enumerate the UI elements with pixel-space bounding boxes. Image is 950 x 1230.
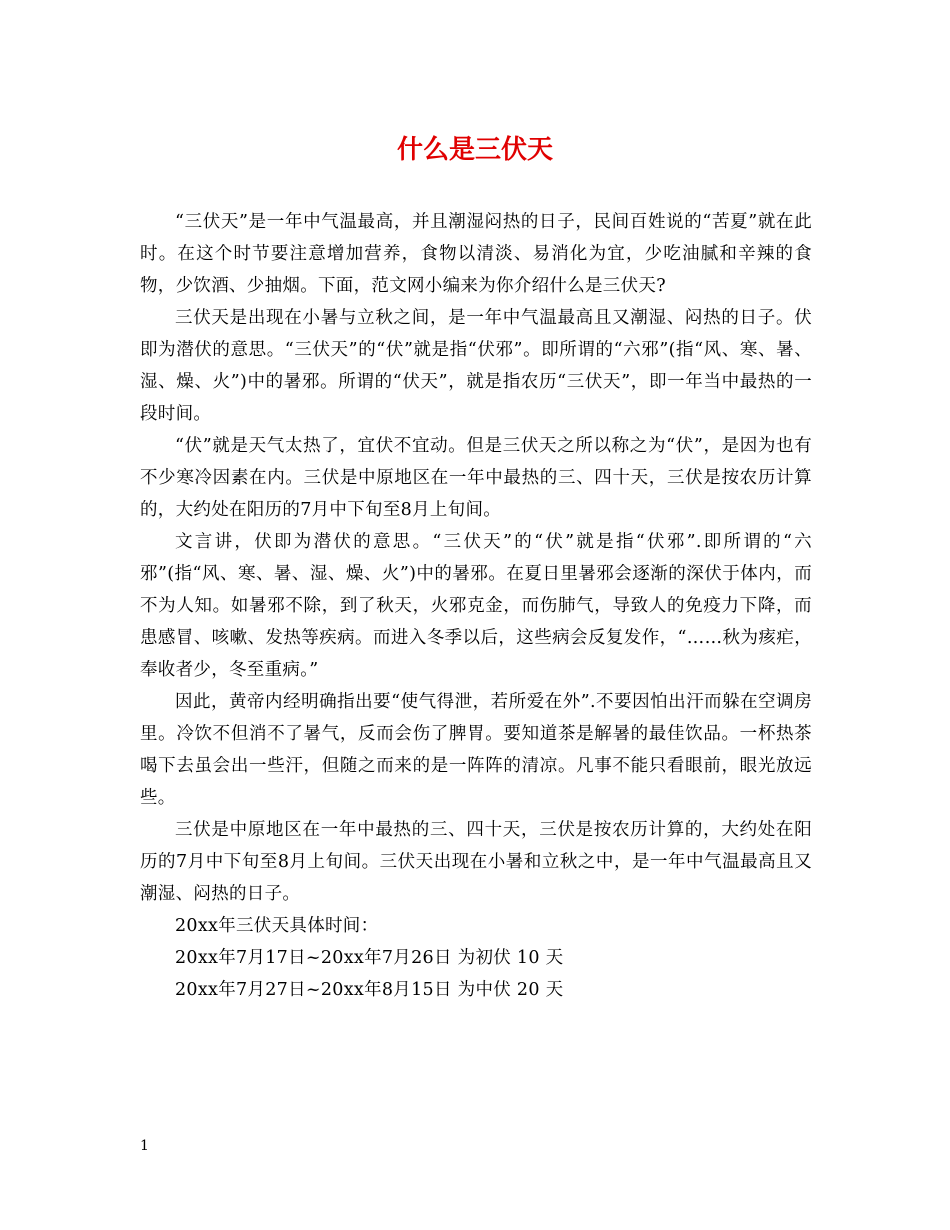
paragraph: 三伏天是出现在小暑与立秋之间，是一年中气温最高且又潮湿、闷热的日子。伏即为潜伏的意思。“三伏天”的“伏”就是指“伏邪”。即所谓的“六邪”(指“风、寒、暑、湿、燥、火”)中的暑邪。所谓的“伏天”，就是指农历“三伏天”，即一年当中最热的一段时间。 xyxy=(140,308,812,424)
paragraph: 文言讲，伏即为潜伏的意思。“三伏天”的“伏”就是指“伏邪”.即所谓的“六邪”(指“风、寒、暑、湿、燥、火”)中的暑邪。在夏日里暑邪会逐渐的深伏于体内，而不为人知。如暑邪不除，到了秋天，火邪克金，而伤肺气，导致人的免疫力下降，而患感冒、咳嗽、发热等疾病。而进入冬季以后，这些病会反复发作，“……秋为痎疟，奉收者少，冬至重病。” xyxy=(140,532,812,680)
page-number: 1 xyxy=(140,1138,149,1154)
document-title: 什么是三伏天 xyxy=(396,135,553,165)
document-body xyxy=(140,206,812,1006)
paragraph: 因此，黄帝内经明确指出要“使气得泄，若所爱在外”.不要因怕出汗而躲在空调房里。冷饮不但消不了暑气，反而会伤了脾胃。要知道茶是解暑的最佳饮品。一杯热茶喝下去虽会出一些汗，但随之而来的是一阵阵的清凉。凡事不能只看眼前，眼光放远些。 xyxy=(140,692,812,808)
paragraph: “伏”就是天气太热了，宜伏不宜动。但是三伏天之所以称之为“伏”，是因为也有不少寒冷因素在内。三伏是中原地区在一年中最热的三、四十天，三伏是按农历计算的，大约处在阳历的7月中下旬至8月上旬间。 xyxy=(140,436,812,520)
schedule-item-zhongfu: 20xx年7月27日~20xx年8月15日 为中伏 20 天 xyxy=(175,980,564,1000)
schedule-item-chufu: 20xx年7月17日~20xx年7月26日 为初伏 10 天 xyxy=(175,948,564,968)
paragraph: “三伏天”是一年中气温最高，并且潮湿闷热的日子，民间百姓说的“苦夏”就在此时。在这个时节要注意增加营养，食物以清淡、易消化为宜，少吃油腻和辛辣的食物，少饮酒、少抽烟。下面，范文网小编来为你介绍什么是三伏天? xyxy=(140,212,812,296)
schedule-heading: 20xx年三伏天具体时间： xyxy=(175,916,379,936)
paragraph: 三伏是中原地区在一年中最热的三、四十天，三伏是按农历计算的，大约处在阳历的7月中下旬至8月上旬间。三伏天出现在小暑和立秋之中，是一年中气温最高且又潮湿、闷热的日子。 xyxy=(140,820,812,904)
